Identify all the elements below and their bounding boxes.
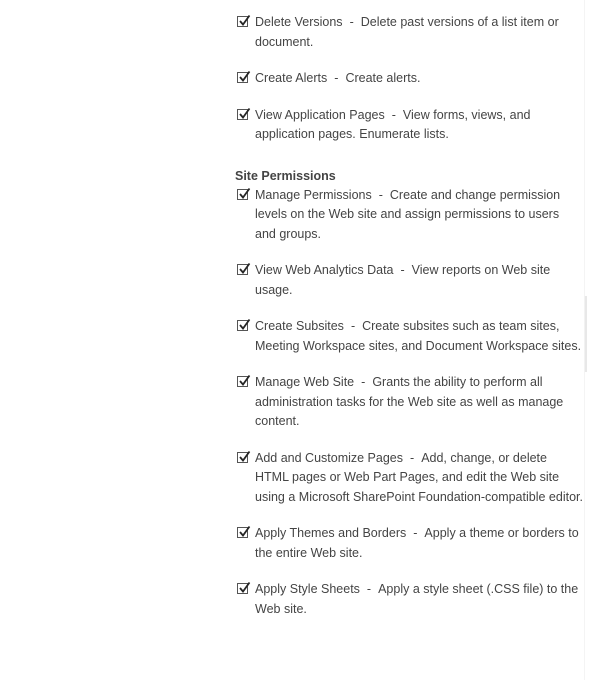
checkbox-checked-icon — [237, 187, 251, 201]
create-subsites-checkbox[interactable] — [237, 320, 248, 331]
view-web-analytics-data-checkbox[interactable] — [237, 264, 248, 275]
permission-add-and-customize-pages — [237, 449, 583, 508]
permission-create-subsites — [237, 317, 583, 356]
permission-separator: - — [378, 187, 383, 202]
permission-description: Apply a theme or borders to the entire Web site. — [255, 526, 579, 560]
view-application-pages-checkbox[interactable] — [237, 109, 248, 120]
manage-web-site-checkbox[interactable] — [237, 376, 248, 387]
checkbox-checked-icon — [237, 525, 251, 539]
permission-view-web-analytics-data — [237, 261, 583, 300]
permission-separator: - — [349, 15, 354, 29]
permission-delete-versions — [237, 13, 583, 52]
permission-manage-permissions — [237, 186, 583, 245]
permission-description: Add, change, or delete HTML pages or Web Part Pages, and edit the Web site using a Microsoft SharePoint Foundation-compatible editor. — [255, 450, 583, 504]
delete-versions-checkbox[interactable] — [237, 16, 248, 27]
checkbox-checked-icon — [237, 262, 251, 276]
permission-description: Grants the ability to perform all administration tasks for the Web site as well as manage content. — [255, 375, 564, 428]
permission-name: Manage Permissions — [255, 187, 372, 202]
permission-name: Create Alerts — [255, 71, 328, 85]
apply-style-sheets-checkbox[interactable] — [237, 583, 248, 594]
checkbox-checked-icon — [237, 107, 251, 121]
site-permissions-heading: Site Permissions — [235, 168, 336, 183]
permission-description: View forms, views, and application pages. Enumerate lists. — [255, 107, 531, 141]
permission-name: Delete Versions — [255, 15, 343, 29]
permission-description: Create subsites such as team sites, Meeting Workspace sites, and Document Workspace sites. — [255, 319, 582, 353]
permission-separator: - — [413, 526, 418, 540]
permission-description: Delete past versions of a list item or document. — [255, 15, 559, 49]
manage-permissions-checkbox[interactable] — [237, 189, 248, 200]
add-and-customize-pages-checkbox[interactable] — [237, 452, 248, 463]
checkbox-checked-icon — [237, 450, 251, 464]
permission-name: Create Subsites — [255, 319, 344, 333]
checkbox-checked-icon — [237, 374, 251, 388]
permission-separator: - — [400, 263, 405, 277]
permission-description: Create and change permission levels on the Web site and assign permissions to users and groups. — [255, 187, 561, 241]
checkbox-checked-icon — [237, 581, 251, 595]
permission-name: Manage Web Site — [255, 375, 355, 389]
checkbox-checked-icon — [237, 318, 251, 332]
scrollbar-thumb[interactable] — [584, 296, 587, 372]
permission-name: Apply Themes and Borders — [255, 526, 407, 540]
permission-name: View Web Analytics Data — [255, 263, 394, 277]
permission-separator: - — [350, 319, 356, 333]
permission-apply-themes-and-borders — [237, 524, 583, 563]
permission-name: Add and Customize Pages — [255, 450, 404, 465]
permission-separator: - — [334, 71, 339, 85]
permission-description: View reports on Web site usage. — [255, 263, 551, 297]
permission-view-application-pages — [237, 106, 583, 145]
permission-separator: - — [410, 450, 415, 465]
permission-separator: - — [366, 582, 372, 596]
permission-separator: - — [391, 107, 396, 122]
permission-description: Apply a style sheet (.CSS file) to the Web site. — [255, 582, 579, 616]
permission-name: View Application Pages — [255, 107, 385, 122]
create-alerts-checkbox[interactable] — [237, 72, 248, 83]
permission-apply-style-sheets — [237, 580, 583, 619]
permissions-list — [237, 13, 583, 636]
checkbox-checked-icon — [237, 70, 251, 84]
checkbox-checked-icon — [237, 14, 251, 28]
permission-create-alerts — [237, 69, 583, 89]
vertical-scrollbar[interactable] — [583, 0, 592, 680]
permission-description: Create alerts. — [345, 71, 421, 85]
permission-name: Apply Style Sheets — [255, 582, 360, 596]
permission-manage-web-site — [237, 373, 583, 432]
apply-themes-and-borders-checkbox[interactable] — [237, 527, 248, 538]
permission-separator: - — [361, 375, 366, 389]
